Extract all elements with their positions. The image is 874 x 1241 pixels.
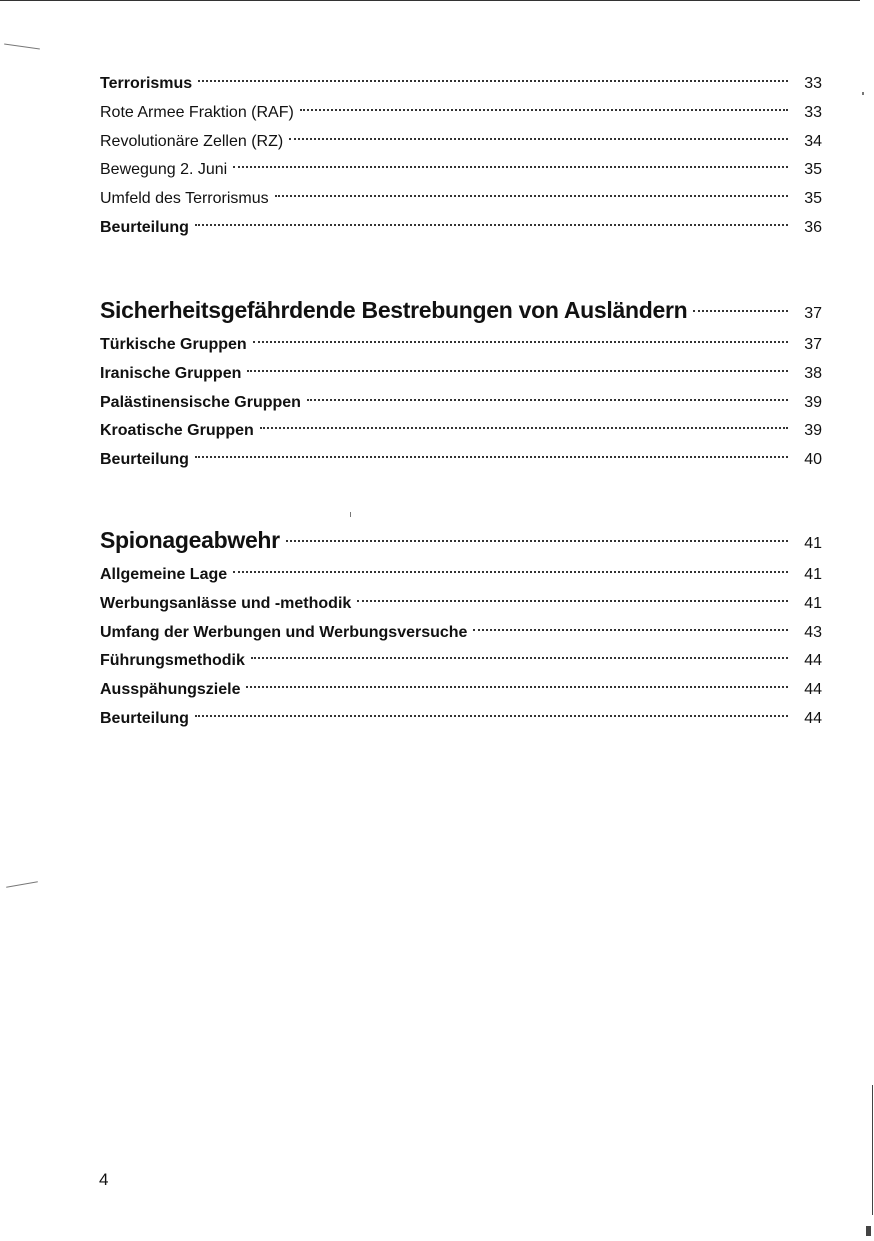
dot-leader bbox=[286, 520, 788, 542]
dot-leader bbox=[357, 580, 788, 602]
toc-entry-label: Türkische Gruppen bbox=[100, 336, 247, 353]
toc-entry-label: Iranische Gruppen bbox=[100, 364, 242, 382]
dot-leader bbox=[251, 637, 788, 659]
toc-entry-label: Palästinensische Gruppen bbox=[100, 393, 301, 411]
toc-entry-page: 44 bbox=[804, 709, 822, 727]
dot-leader bbox=[233, 146, 788, 168]
scan-right-edge bbox=[872, 1085, 873, 1215]
dot-leader bbox=[289, 118, 788, 140]
toc-entry bbox=[100, 210, 822, 239]
toc-entry-label: Allgemeine Lage bbox=[100, 566, 228, 583]
dot-leader bbox=[195, 436, 788, 458]
dot-leader bbox=[693, 290, 788, 312]
dot-leader bbox=[195, 204, 788, 226]
toc-entry-page: 34 bbox=[804, 132, 822, 150]
toc-section-auslaender bbox=[100, 293, 822, 471]
scan-top-edge bbox=[0, 0, 860, 1]
toc-entry-label: Sicherheitsgefährdende Bestrebungen von Ausländern bbox=[100, 297, 688, 323]
scan-speck bbox=[866, 1226, 871, 1236]
toc-entry-label: Umfeld des Terrorismus bbox=[100, 190, 269, 208]
toc-entry-page: 41 bbox=[804, 566, 822, 583]
toc-entry-page: 35 bbox=[804, 161, 822, 179]
page-number: 4 bbox=[99, 1170, 109, 1189]
toc-entry-label: Terrorismus bbox=[100, 75, 193, 92]
dot-leader bbox=[195, 695, 788, 717]
toc-entry-label: Beurteilung bbox=[100, 218, 189, 236]
toc-entry-label: Führungsmethodik bbox=[100, 652, 245, 670]
dot-leader bbox=[307, 379, 788, 401]
scan-speck bbox=[6, 881, 38, 888]
toc-entry-label: Bewegung 2. Juni bbox=[100, 161, 228, 179]
dot-leader bbox=[473, 609, 788, 631]
toc-entry-label: Beurteilung bbox=[100, 709, 189, 727]
toc-entry-label: Spionageabwehr bbox=[100, 527, 280, 553]
toc-entry-page: 40 bbox=[804, 451, 822, 469]
toc-entry-page: 39 bbox=[804, 393, 822, 411]
toc-section-spionageabwehr bbox=[100, 523, 822, 730]
toc-entry-page: 44 bbox=[804, 652, 822, 670]
toc-entry-page: 33 bbox=[804, 103, 822, 121]
dot-leader bbox=[253, 321, 788, 343]
dot-leader bbox=[300, 89, 788, 111]
toc-entry-page: 33 bbox=[804, 75, 822, 92]
toc-entry-page: 36 bbox=[804, 218, 822, 236]
dot-leader bbox=[275, 175, 788, 197]
scan-speck bbox=[862, 92, 864, 95]
toc-entry-page: 37 bbox=[804, 336, 822, 353]
toc-entry-page: 41 bbox=[804, 535, 822, 552]
toc-entry-label: Revolutionäre Zellen (RZ) bbox=[100, 132, 284, 150]
toc-entry-label: Ausspähungsziele bbox=[100, 681, 241, 699]
dot-leader bbox=[260, 407, 788, 429]
toc-entry-page: 44 bbox=[804, 681, 822, 699]
dot-leader bbox=[247, 350, 788, 372]
toc-entry-label: Kroatische Gruppen bbox=[100, 422, 254, 440]
scan-speck bbox=[350, 512, 351, 517]
dot-leader bbox=[198, 60, 788, 82]
scan-speck bbox=[4, 43, 40, 49]
toc-entry bbox=[100, 701, 822, 730]
toc-section-terrorismus bbox=[100, 66, 822, 239]
toc-entry-label: Rote Armee Fraktion (RAF) bbox=[100, 103, 294, 121]
toc-entry-label: Beurteilung bbox=[100, 451, 189, 469]
toc-entry-page: 37 bbox=[804, 305, 822, 322]
toc-entry-label: Umfang der Werbungen und Werbungsversuche bbox=[100, 623, 468, 641]
toc-entry-page: 43 bbox=[804, 623, 822, 641]
toc-entry-page: 35 bbox=[804, 190, 822, 208]
toc-entry-page: 39 bbox=[804, 422, 822, 440]
toc-entry-page: 38 bbox=[804, 364, 822, 382]
toc-entry bbox=[100, 442, 822, 471]
dot-leader bbox=[233, 551, 788, 573]
dot-leader bbox=[246, 666, 788, 688]
toc-entry-label: Werbungsanlässe und -methodik bbox=[100, 594, 352, 612]
toc-entry-page: 41 bbox=[804, 594, 822, 612]
